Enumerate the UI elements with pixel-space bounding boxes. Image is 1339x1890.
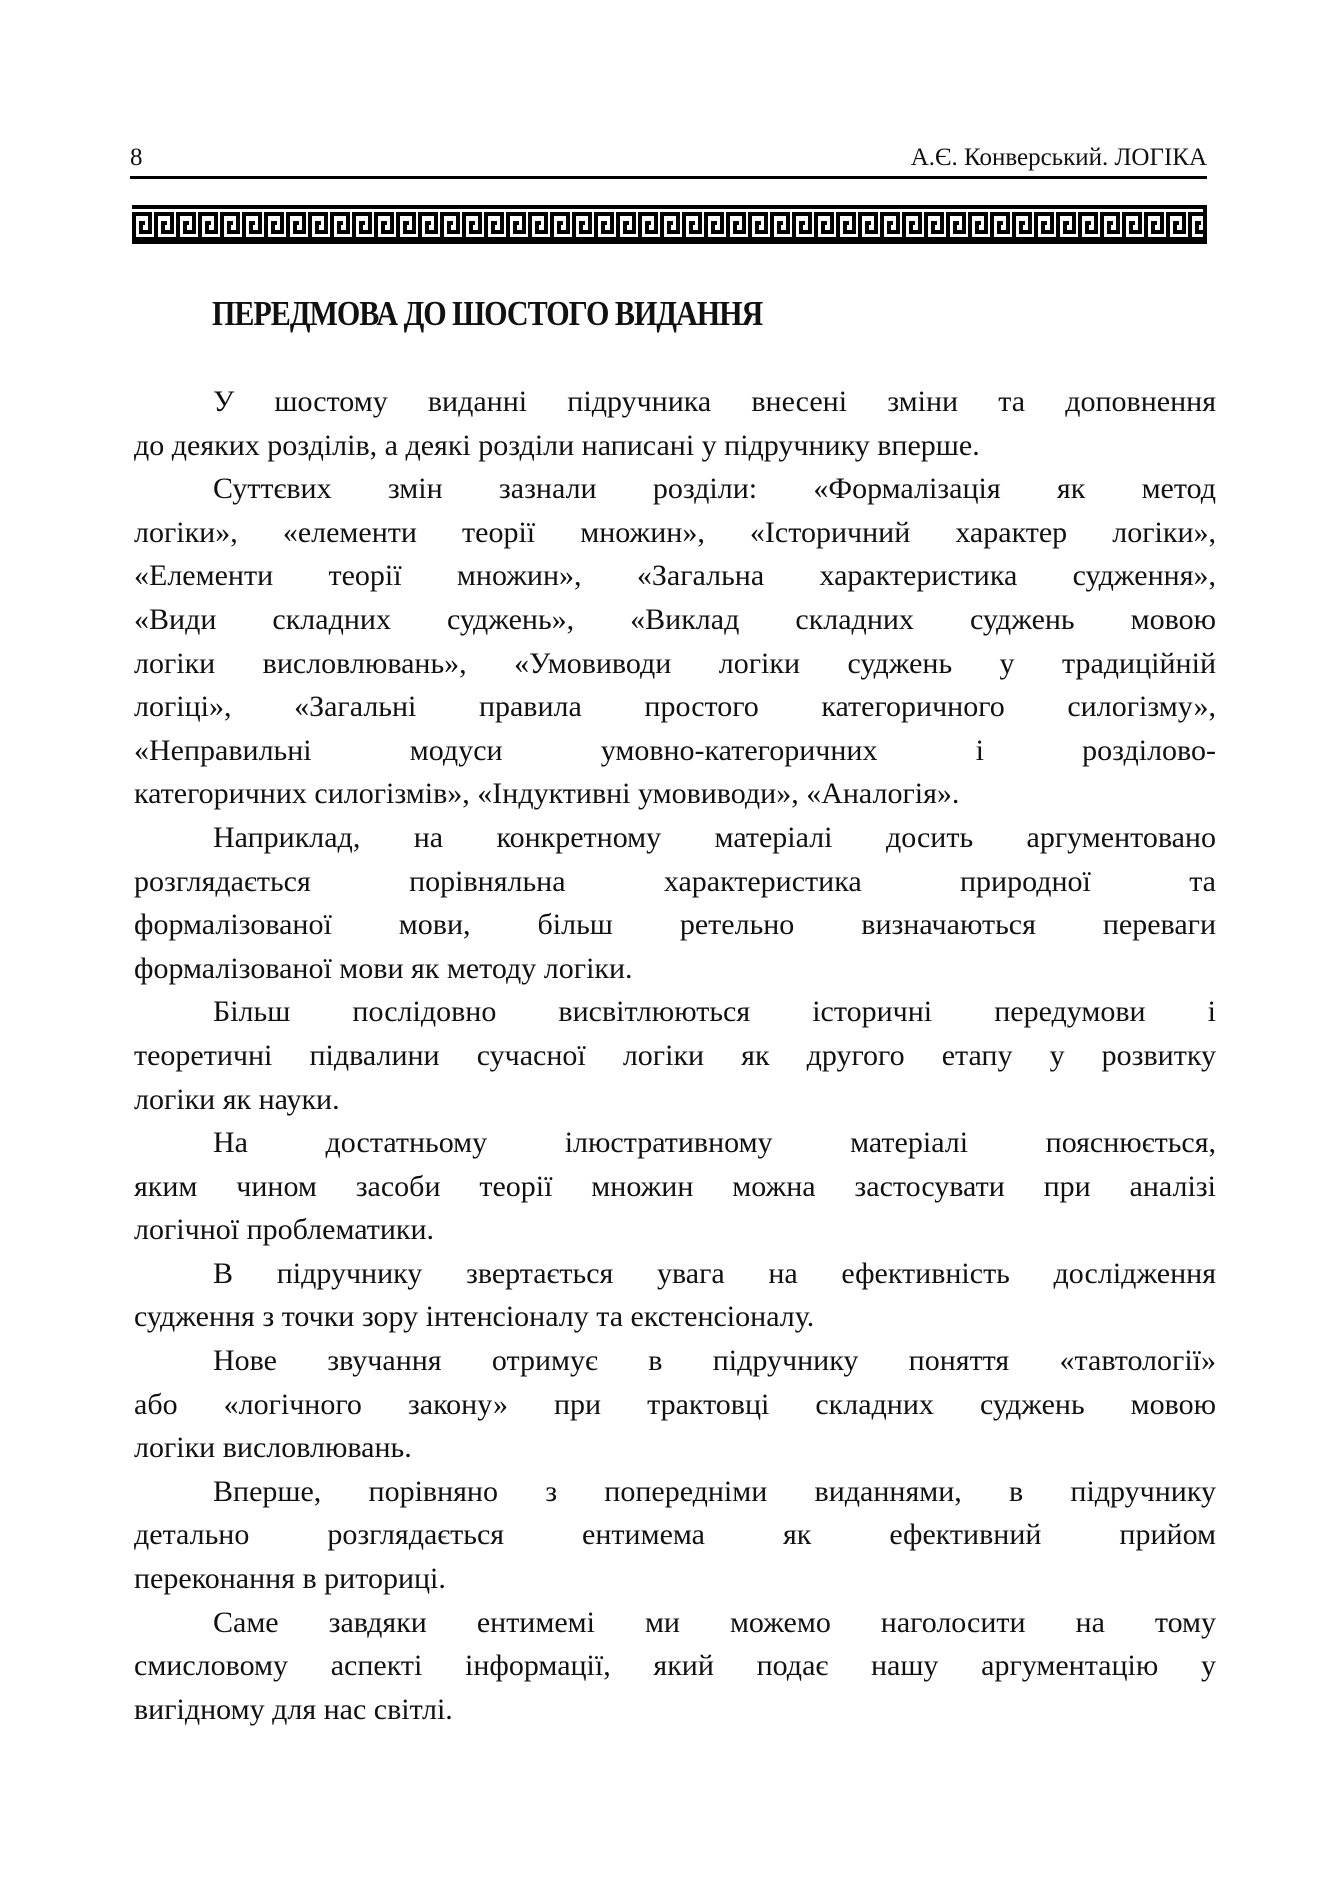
paragraph [134,380,1216,467]
text-line: Більш послідовно висвітлюються історичні передумови і [213,995,1216,1029]
greek-key-border [132,205,1207,244]
paragraph [134,990,1216,1121]
text-line: В підручнику звертається увага на ефективність дослідження [213,1256,1216,1290]
text-line: логічної проблематики. [134,1213,435,1247]
text-line: судження з точки зору інтенсіоналу та екстенсіоналу. [134,1300,815,1334]
text-line: переконання в риториці. [134,1562,446,1596]
text-line: детально розглядається ентимема як ефективний прийом [134,1518,1216,1552]
paragraph [134,1339,1216,1470]
text-line: Саме завдяки ентимемі ми можемо наголосити на тому [213,1605,1216,1639]
body-text [134,380,1216,1731]
paragraph [134,816,1216,990]
section-title: ПЕРЕДМОВА ДО ШОСТОГО ВИДАННЯ [212,294,763,333]
paragraph [134,1601,1216,1732]
text-line: вигідному для нас світлі. [134,1692,453,1726]
text-line: На достатньому ілюстративному матеріалі пояснюється, [213,1126,1216,1160]
text-line: смисловому аспекті інформації, який подає нашу аргументацію у [134,1649,1216,1683]
text-line: Вперше, порівняно з попередніми виданнями, в підручнику [213,1474,1216,1508]
text-line: У шостому виданні підручника внесені зміни та доповнення [213,385,1216,418]
text-line: логіці», «Загальні правила простого категоричного силогізму», [134,690,1216,724]
text-line: логіки», «елементи теорії множин», «Історичний характер логіки», [134,515,1216,549]
header-rule [130,176,1207,179]
page-number: 8 [130,144,143,171]
text-line: Нове звучання отримує в підручнику поняття «тавтології» [213,1344,1216,1378]
text-line: логіки висловлювань», «Умовиводи логіки суджень у традиційній [134,646,1216,680]
text-line: логіки висловлювань. [134,1431,412,1465]
text-line: яким чином засоби теорії множин можна застосувати при аналізі [134,1169,1216,1203]
paragraph [134,1252,1216,1339]
text-line: розглядається порівняльна характеристика природної та [134,864,1216,898]
text-line: теоретичні підвалини сучасної логіки як другого етапу у розвитку [134,1038,1216,1072]
text-line: «Види складних суджень», «Виклад складних суджень мовою [134,602,1216,636]
paragraph [134,1121,1216,1252]
text-line: «Неправильні модуси умовно-категоричних і розділово- [134,733,1216,767]
text-line: до деяких розділів, а деякі розділи написані у підручнику вперше. [134,428,980,462]
text-line: формалізованої мови, більш ретельно визначаються переваги [134,908,1216,942]
text-line: Суттєвих змін зазнали розділи: «Формалізація як метод [213,472,1216,506]
running-title: А.Є. Конверський. ЛОГІКА [910,144,1207,171]
text-line: формалізованої мови як методу логіки. [134,951,633,985]
text-line: Наприклад, на конкретному матеріалі досить аргументовано [213,820,1216,854]
text-line: категоричних силогізмів», «Індуктивні умовиводи», «Аналогія». [134,777,960,811]
text-line: «Елементи теорії множин», «Загальна характеристика судження», [134,559,1216,593]
text-line: логіки як науки. [134,1082,340,1116]
paragraph [134,467,1216,816]
paragraph [134,1470,1216,1601]
text-line: або «логічного закону» при трактовці складних суджень мовою [134,1387,1216,1421]
